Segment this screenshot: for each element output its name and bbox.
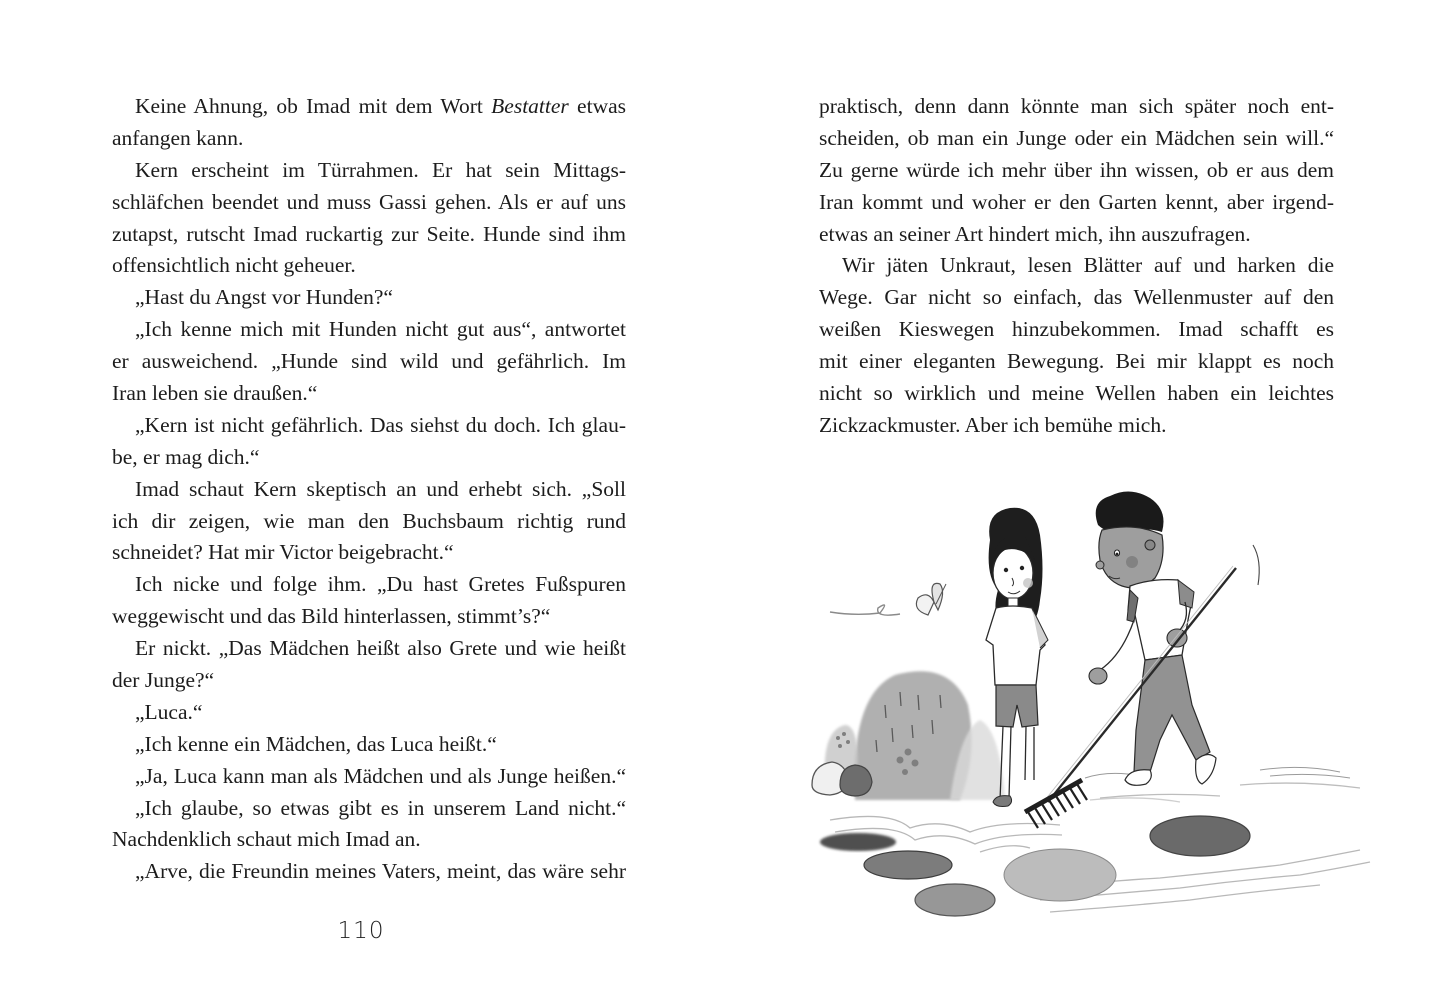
ground-texture [1085,767,1350,778]
text-line: anfangen kann. [112,125,244,150]
text-line: „Ich kenne ein Mädchen, das Luca heißt.“ [135,731,497,756]
page-number: 110 [337,918,385,944]
text-line: offensichtlich nicht geheuer. [112,253,356,278]
text-line: mit einer eleganten Bewegung. Bei mir klappt es noch [819,349,1334,374]
text-line: schneidet? Hat mir Victor beigebracht.“ [112,540,454,565]
text-line: „Kern ist nicht gefährlich. Das siehst du doch. Ich glau- [135,412,626,437]
text-segment: etwas [568,94,627,118]
right-page-text [819,91,1334,442]
text-line: zutapst, rutscht Imad ruckartig zur Seite. Hunde sind ihm [112,221,626,246]
text-line: weißen Kieswegen hinzubekommen. Imad schafft es [819,317,1334,342]
text-line: Er nickt. „Das Mädchen heißt also Grete und wie heißt [135,636,626,661]
text-line: Iran kommt und woher er den Garten kennt, aber irgend- [819,189,1334,214]
left-page-text [112,91,626,888]
text-line: „Ja, Luca kann man als Mädchen und als Junge heißen.“ [135,763,626,788]
text-line: Iran leben sie draußen.“ [112,381,318,406]
text-line: Wir jäten Unkraut, lesen Blätter auf und harken die [842,253,1334,278]
text-line: „Ich kenne mich mit Hunden nicht gut aus“, antwortet [135,317,626,342]
italic-word: Bestatter [491,94,569,118]
text-line: Zickzackmuster. Aber ich bemühe mich. [819,412,1167,437]
text-line: Nachdenklich schaut mich Imad an. [112,827,421,852]
text-line: der Junge?“ [112,668,215,693]
text-line: Ich nicke und folge ihm. „Du hast Gretes Fußspuren [135,572,626,597]
garden-illustration [800,480,1390,960]
text-line: er ausweichend. „Hunde sind wild und gefährlich. Im [112,349,626,374]
text-line: weggewischt und das Bild hinterlassen, stimmt’s?“ [112,604,551,629]
text-line: „Ich glaube, so etwas gibt es in unserem Land nicht.“ [135,795,626,820]
text-line: be, er mag dich.“ [112,444,260,469]
text-line [112,91,626,123]
text-line: „Luca.“ [135,699,203,724]
text-line: Wege. Gar nicht so einfach, das Wellenmuster auf den [819,285,1334,310]
boy-figure [1089,491,1259,785]
text-line: scheiden, ob man ein Junge oder ein Mädchen sein will.“ [819,125,1334,150]
text-line: „Hast du Angst vor Hunden?“ [135,285,393,310]
text-line: „Arve, die Freundin meines Vaters, meint, das wäre sehr [135,859,626,884]
boulders [812,762,872,796]
text-line: nicht so wirklich und meine Wellen haben ein leichtes [819,381,1334,406]
text-line: ich dir zeigen, wie man den Buchsbaum richtig rund [112,508,626,533]
text-segment: Keine Ahnung, ob Imad mit dem Wort [135,94,492,118]
butterfly-icon [830,583,946,615]
text-line: praktisch, denn dann könnte man sich später noch ent- [819,94,1334,118]
text-line: schläfchen beendet und muss Gassi gehen. Als er auf uns [112,189,626,214]
text-line: Zu gerne würde ich mehr über ihn wissen, ob er aus dem [819,157,1334,182]
text-line: etwas an seiner Art hindert mich, ihn auszufragen. [819,221,1251,246]
text-line: Imad schaut Kern skeptisch an und erhebt sich. „Soll [135,476,626,501]
left-page [0,0,722,1001]
text-line: Kern erscheint im Türrahmen. Er hat sein Mittags- [135,157,626,182]
